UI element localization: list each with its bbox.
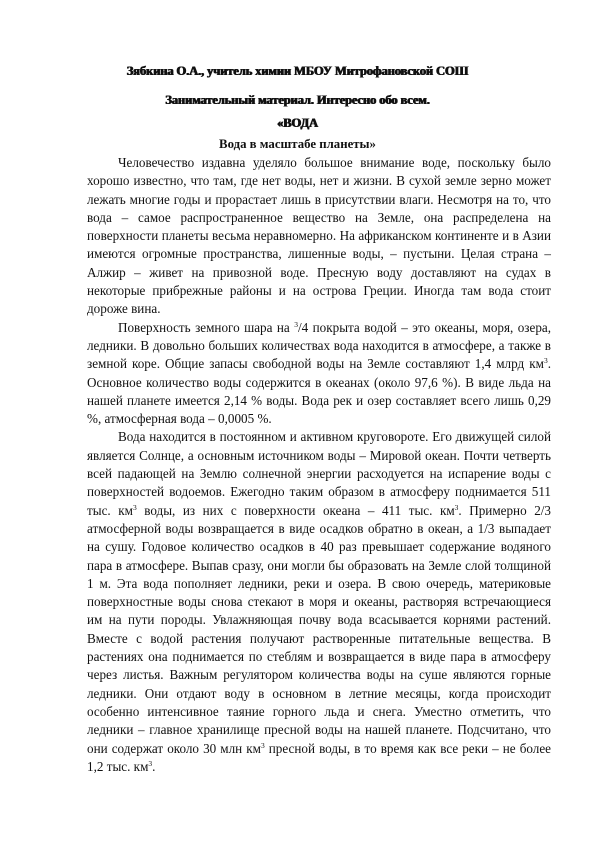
text-run: . [152,758,156,774]
fraction-slash: / [297,319,302,335]
document-body [87,154,551,776]
text-run: Вода находится в постоянном и активном круговороте. Его движущей силой является Солнце, а основным источником воды – Мировой океан. Почти четверть всей падающей на Землю солнечной энергии расходуется на испарение воды с поверхностей водоемов. Ежегодно таким образом в атмосферу поднимается 511 тыс. км [87,429,551,518]
text-run: пресной воды, в то время как все реки – не более 1,2 тыс. км [87,740,551,774]
unit-exponent: 3 [148,758,153,768]
paragraph-intro: Человечество издавна уделяло большое внимание воде, поскольку было хорошо известно, что там, где нет воды, нет и жизни. В сухой земле зерно может лежать многие годы и прорастает лишь в присутствии влаги. Несмотря на то, что вода – самое распространенное вещество на Земле, она распределена на поверхности планеты весьма неравномерно. На африканском континенте и в Азии имеются огромные пространства, лишенные воды, – пустыни. Целая страна – Алжир – живет на привозной воде. Пресную воду доставляют на судах в некоторые прибрежные районы и на острова Греции. Иногда там вода стоит дороже вина. [87,155,551,317]
author-line: Зябкина О.А., учитель химии МБОУ Митрофановской СОШ [126,64,469,78]
text-run: Поверхность земного шара на [118,319,295,335]
paragraph-water-cycle [87,428,551,776]
fraction-numerator: 3 [294,319,298,329]
text-run: . Основное количество воды содержится в океанах (около 97,6 %). В виде льда на нашей планете имеется 2,14 % воды. Вода рек и озер составляет всего лишь 0,29 %, атмосферная вода – 0,0005 %. [87,356,551,427]
text-run: покрыта водой – это океаны, моря, озера, ледники. В довольно больших количествах вода находится в атмосфере, а также в земной коре. Общие запасы свободной воды на Земле составляют 1,4 млрд км [87,319,552,372]
unit-exponent: 3 [132,502,137,512]
document-title: Вода в масштабе планеты» [219,137,376,151]
fraction-denominator: 4 [301,319,309,335]
text-run: . Примерно 2/3 атмосферной воды возвращается в виде осадков обратно в океан, а 1/3 выпадает на сушу. Годовое количество осадков в 40 раз превышает содержание водяного пара в атмосфере. Выпав сразу, они могли бы образовать на Земле слой толщиной 1 м. Эта вода пополняет ледники, реки и озера. В свою очередь, материковые поверхностные воды снова стекают в моря и океаны, растворяя встречающиеся им на пути породы. Увлажняющая почву вода всасывается корнями растений. Вместе с водой растения получают растворенные питательные вещества. В растениях она поднимается по стеблям и возвращается в виде пара в атмосферу через листья. Важным регулятором количества воды на суше являются горные ледники. Они отдают воду в основном в летние месяцы, когда происходит особенно интенсивное таяние горного льда и снега. Уместно отметить, что ледники – главное хранилище пресной воды на нашей планете. Подсчитано, что они содержат около 30 млн км [87,502,551,756]
subtitle-line: Занимательный материал. Интересно обо всем. [165,93,430,107]
text-run: воды, из них с поверхности океана – 411 тыс. км [136,502,455,518]
unit-exponent: 3 [260,740,265,750]
unit-exponent: 3 [543,356,548,366]
unit-exponent: 3 [454,502,459,512]
topic-line: «ВОДА [277,116,318,130]
paragraph-distribution [87,319,551,429]
